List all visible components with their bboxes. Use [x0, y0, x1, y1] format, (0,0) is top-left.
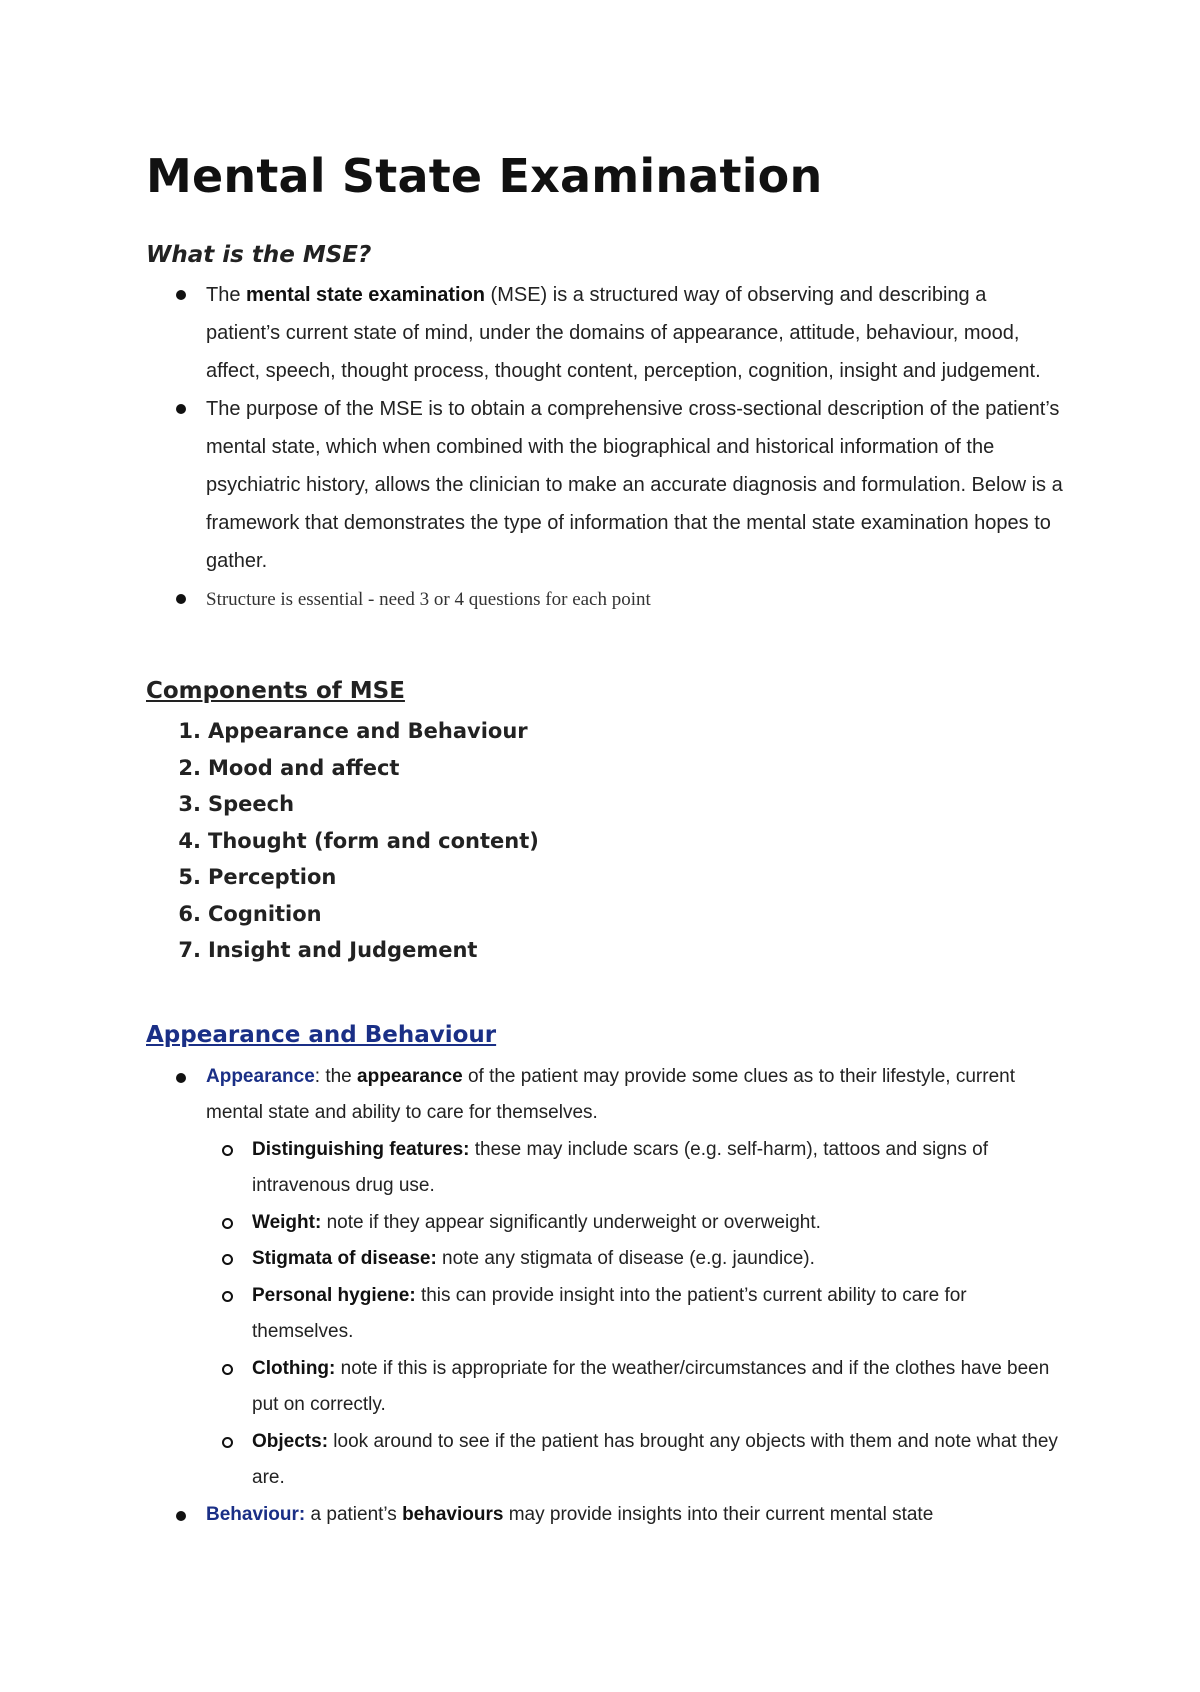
- sub-list-item: [206, 1424, 1066, 1497]
- bold-text: Stigmata of disease:: [252, 1248, 437, 1269]
- list-item: [146, 823, 1066, 860]
- list-item: [146, 713, 1066, 750]
- hollow-bullet-icon: [222, 1437, 233, 1448]
- appearance-sublist: [206, 1132, 1066, 1497]
- list-item: [146, 750, 1066, 787]
- text: :: [314, 1065, 321, 1087]
- list-label: Thought (form and content): [208, 828, 539, 853]
- list-label: Appearance and Behaviour: [208, 719, 528, 743]
- bold-text: mental state examination: [246, 284, 485, 306]
- list-item: [146, 896, 1066, 933]
- list-number: 7.: [178, 938, 201, 962]
- list-label: Mood and affect: [208, 755, 400, 780]
- appearance-behaviour-heading: Appearance and Behaviour: [146, 1021, 497, 1048]
- bold-text: Weight:: [252, 1211, 322, 1233]
- list-label: Perception: [208, 865, 337, 889]
- list-item: [146, 1059, 1066, 1497]
- bold-text: Distinguishing features:: [252, 1138, 470, 1160]
- text: may provide insights into their current mental state: [503, 1503, 934, 1525]
- bullet-icon: [176, 404, 186, 414]
- list-item: [146, 276, 1066, 390]
- sub-list-item: [206, 1351, 1066, 1424]
- bullet-icon: [176, 290, 186, 300]
- document-content: [146, 150, 1066, 1533]
- list-number: 4.: [178, 828, 201, 853]
- page-title: Mental State Examination: [146, 149, 823, 203]
- text: note if they appear significantly underweight or overweight.: [321, 1211, 821, 1233]
- sub-list-item: [206, 1205, 1066, 1242]
- text: the: [320, 1065, 358, 1087]
- sub-list-item: [206, 1241, 1066, 1278]
- list-number: 2.: [178, 755, 201, 780]
- text: The purpose of the MSE is to obtain a comprehensive cross-sectional description of the patient’s mental state, which when combined with the biographical and historical information of the psychiatric history, allows the clinician to make an accurate diagnosis and formulation. Below is a framework that demonstrates the type of information that the mental state examination hopes to gather.: [206, 398, 1063, 572]
- text: a patient’s: [305, 1503, 403, 1525]
- list-item: [146, 786, 1066, 823]
- what-is-list: [146, 276, 1066, 619]
- list-item: [146, 1497, 1066, 1534]
- list-item: [146, 580, 1066, 619]
- list-item: [146, 859, 1066, 896]
- list-label: Speech: [208, 792, 295, 816]
- bold-text: Clothing:: [252, 1357, 336, 1379]
- list-number: 1.: [178, 719, 201, 743]
- bullet-icon: [176, 1511, 186, 1521]
- list-number: 5.: [178, 865, 201, 889]
- list-label: Cognition: [208, 901, 322, 926]
- list-label: Insight and Judgement: [208, 938, 478, 962]
- hollow-bullet-icon: [222, 1145, 233, 1156]
- text: note if this is appropriate for the weather/circumstances and if the clothes have been put on correctly.: [252, 1357, 1050, 1415]
- text: look around to see if the patient has brought any objects with them and note what they are.: [252, 1430, 1058, 1488]
- list-item: [146, 390, 1066, 580]
- bullet-icon: [176, 1073, 186, 1083]
- list-number: 3.: [178, 792, 201, 816]
- components-list: [146, 713, 1066, 969]
- what-is-heading: What is the MSE?: [146, 242, 372, 268]
- hollow-bullet-icon: [222, 1291, 233, 1302]
- bold-text: Objects:: [252, 1430, 329, 1452]
- list-number: 6.: [178, 901, 201, 926]
- text: this can provide insight into the patient’s current ability to care for themselves.: [252, 1284, 967, 1342]
- sub-list-item: [206, 1278, 1066, 1351]
- hollow-bullet-icon: [222, 1254, 233, 1265]
- text: Structure is essential - need 3 or 4 questions for each point: [206, 589, 651, 610]
- components-heading: Components of MSE: [146, 678, 405, 704]
- text: of the patient may provide some clues as to their lifestyle, current mental state and ability to care for themselves.: [206, 1065, 1015, 1123]
- text: these may include scars (e.g. self-harm), tattoos and signs of intravenous drug use.: [252, 1138, 988, 1196]
- text: (MSE) is a structured way of observing and describing a patient’s current state of mind, under the domains of appearance, attitude, behaviour, mood, affect, speech, thought process, thought content, perception, cognition, insight and judgement.: [206, 284, 1041, 382]
- appearance-behaviour-list: [146, 1059, 1066, 1534]
- hollow-bullet-icon: [222, 1364, 233, 1375]
- bold-text: behaviours: [402, 1503, 504, 1525]
- list-item: [146, 932, 1066, 969]
- hollow-bullet-icon: [222, 1218, 233, 1229]
- sub-list-item: [206, 1132, 1066, 1205]
- bold-text: appearance: [357, 1065, 463, 1087]
- text: note any stigmata of disease (e.g. jaundice).: [436, 1248, 815, 1269]
- term-label: Behaviour:: [206, 1503, 306, 1525]
- term-label: Appearance: [206, 1065, 315, 1087]
- bullet-icon: [176, 594, 186, 604]
- bold-text: Personal hygiene:: [252, 1284, 416, 1306]
- text: The: [206, 284, 247, 306]
